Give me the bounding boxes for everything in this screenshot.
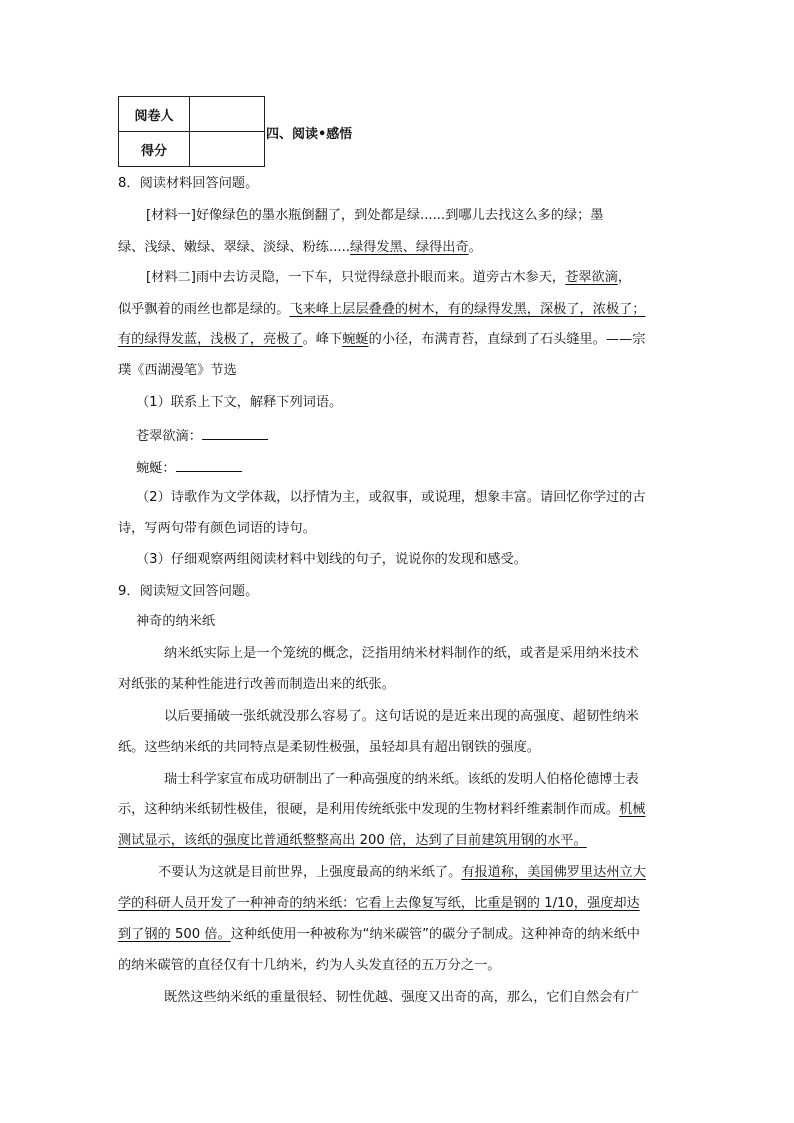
q8-material2-line2 xyxy=(118,300,646,320)
q9-heading: 9．阅读短文回答问题。 xyxy=(118,584,259,599)
q8-sub1: （1）联系上下文，解释下列词语。 xyxy=(136,395,343,410)
q9-p4-line2 xyxy=(118,894,640,914)
q9-p3-line1: 瑞士科学家宣布成功研制出了一种高强度的纳米纸。该纸的发明人伯格伦德博士表 xyxy=(164,772,639,787)
q8-material2-line4: 璞《西湖漫笔》节选 xyxy=(118,363,237,378)
underlined-term: 苍翠欲滴 xyxy=(565,270,618,285)
text-span: 。峰下 xyxy=(302,332,343,347)
q8-heading: 8．阅读材料回答问题。 xyxy=(118,176,259,191)
text-span: 不要认为这就是目前世界，上强度最高的纳米纸了。 xyxy=(158,865,462,880)
q9-passage-title: 神奇的纳米纸 xyxy=(136,614,216,629)
q9-p5-line1: 既然这些纳米纸的重量很轻、韧性优越、强度又出奇的高，那么，它们自然会有广 xyxy=(164,990,639,1005)
underlined-term: 蜿蜒 xyxy=(342,332,369,347)
q9-p1-line1: 纳米纸实际上是一个笼统的概念，泛指用纳米材料制作的纸，或者是采用纳米技术 xyxy=(164,646,639,661)
underlined-sentence: 绿得发黑、绿得出奇 xyxy=(349,240,469,255)
q8-material1-line1: [材料一]好像绿色的墨水瓶倒翻了，到处都是绿......到哪儿去找这么多的绿；墨 xyxy=(146,208,604,223)
q8-material2-line1 xyxy=(146,268,631,288)
underlined-sentence: 有报道称，美国佛罗里达州立大 xyxy=(461,865,646,880)
q8-term2 xyxy=(136,457,242,479)
underlined-sentence: 有的绿得发蓝，浅极了，亮极了 xyxy=(118,332,303,347)
reviewer-label: 阅卷人 xyxy=(119,97,190,132)
text-span: 的小径，布满青苔，直绿到了石头缝里。——宗 xyxy=(368,332,646,347)
q8-term1 xyxy=(136,425,268,447)
term-label: 蜿蜒： xyxy=(136,461,176,476)
section-title: 四、阅读•感悟 xyxy=(266,127,353,142)
q9-p3-line2 xyxy=(118,800,646,820)
score-table xyxy=(118,96,265,167)
q8-sub2-line1: （2）诗歌作为文学体裁，以抒情为主，或叙事，或说理，想象丰富。请回忆你学过的古 xyxy=(136,490,646,505)
score-cell xyxy=(190,132,265,167)
text-span: 这种纸使用一种被称为“纳米碳管”的碳分子制成。这种神奇的纳米纸中 xyxy=(230,927,640,942)
score-label: 得分 xyxy=(119,132,190,167)
text-span: 似乎飘着的雨丝也都是绿的。 xyxy=(118,302,290,317)
text-span: 。 xyxy=(468,240,482,255)
q9-p1-line2: 对纸张的某种性能进行改善而制造出来的纸张。 xyxy=(118,677,395,692)
text-span: 示，这种纳米纸韧性极佳，很硬，是利用传统纸张中发现的生物材料纤维素制作而成。 xyxy=(118,802,620,817)
text-span: [材料二]雨中去访灵隐，一下车，只觉得绿意扑眼而来。道旁古木参天， xyxy=(146,270,566,285)
text-span: 绿、浅绿、嫩绿、翠绿、淡绿、粉练..... xyxy=(118,240,350,255)
underlined-sentence: 测试显示，该纸的强度比普通纸整整高出 200 倍，达到了目前建筑用钢的水平。 xyxy=(118,833,587,848)
underlined-sentence: 飞来峰上层层叠叠的树木，有的绿得发黑，深极了，浓极了； xyxy=(289,302,646,317)
underlined-sentence: 到了钢的 500 倍。 xyxy=(118,927,231,942)
q9-p4-line1 xyxy=(158,863,646,883)
answer-blank xyxy=(202,425,268,440)
answer-blank xyxy=(176,457,242,472)
q8-material1-line2 xyxy=(118,238,482,258)
underlined-sentence: 机械 xyxy=(619,802,646,817)
q9-p4-line4: 的纳米碳管的直径仅有十几纳米，约为人头发直径的五万分之一。 xyxy=(118,958,501,973)
q8-sub3: （3）仔细观察两组阅读材料中划线的句子，说说你的发现和感受。 xyxy=(136,552,527,567)
q9-p4-line3 xyxy=(118,925,640,945)
q9-p2-line2: 纸。这些纳米纸的共同特点是柔韧性极强，虽轻却具有超出钢铁的强度。 xyxy=(118,740,540,755)
q9-p2-line1: 以后要捅破一张纸就没那么容易了。这句话说的是近来出现的高强度、超韧性纳米 xyxy=(164,709,639,724)
term-label: 苍翠欲滴： xyxy=(136,429,202,444)
q9-p3-line3 xyxy=(118,831,587,851)
q8-material2-line3 xyxy=(118,330,646,350)
underlined-sentence: 学的科研人员开发了一种神奇的纳米纸：它看上去像复写纸，比重是钢的 1/10，强度却达 xyxy=(118,896,640,911)
q8-sub2-line2: 诗，写两句带有颜色词语的诗句。 xyxy=(118,521,316,536)
reviewer-cell xyxy=(190,97,265,132)
text-span: ， xyxy=(617,270,632,285)
